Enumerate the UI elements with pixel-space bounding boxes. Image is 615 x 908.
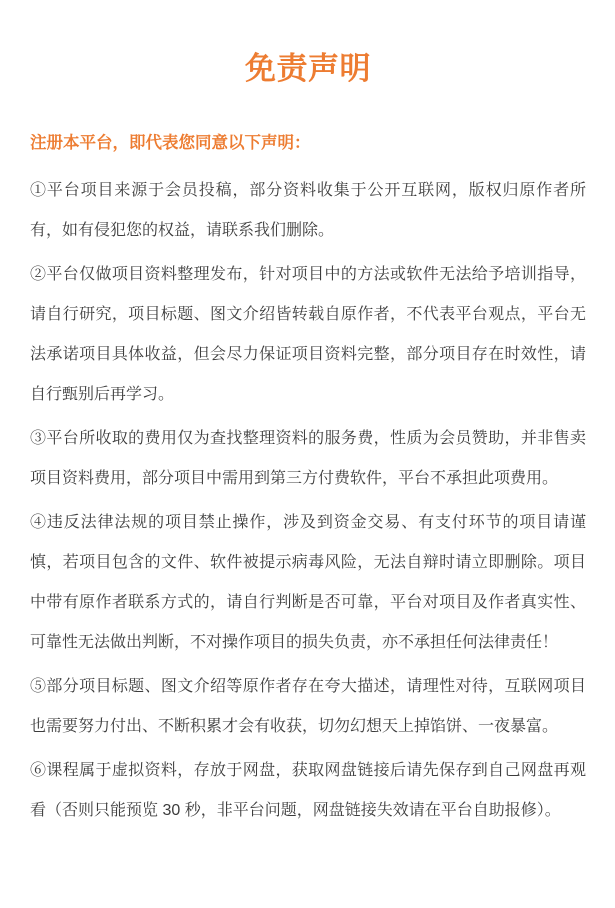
intro-statement: 注册本平台，即代表您同意以下声明： [30,134,311,152]
disclaimer-paragraph-6: ⑥课程属于虚拟资料，存放于网盘，获取网盘链接后请先保存到自己网盘再观看（否则只能预览 30 秒，非平台问题，网盘链接失效请在平台自助报修）。 [30,762,586,819]
disclaimer-paragraph-3: ③平台所收取的费用仅为查找整理资料的服务费，性质为会员赞助，并非售卖项目资料费用，部分项目中需用到第三方付费软件，平台不承担此项费用。 [30,430,586,487]
disclaimer-page [0,52,615,908]
disclaimer-paragraph-4: ④违反法律法规的项目禁止操作，涉及到资金交易、有支付环节的项目请谨慎，若项目包含的文件、软件被提示病毒风险，无法自辩时请立即删除。项目中带有原作者联系方式的，请自行判断是否可靠，平台对项目及作者真实性、可靠性无法做出判断，不对操作项目的损失负责，亦不承担任何法律责任！ [30,514,586,651]
disclaimer-body [30,171,586,831]
page-title: 免责声明 [245,51,371,86]
disclaimer-paragraph-2: ②平台仅做项目资料整理发布，针对项目中的方法或软件无法给予培训指导，请自行研究，项目标题、图文介绍皆转载自原作者，不代表平台观点，平台无法承诺项目具体收益，但会尽力保证项目资料完整，部分项目存在时效性，请自行甄别后再学习。 [30,266,586,403]
disclaimer-paragraph-1: ①平台项目来源于会员投稿，部分资料收集于公开互联网，版权归原作者所有，如有侵犯您的权益，请联系我们删除。 [30,182,586,239]
disclaimer-paragraph-5: ⑤部分项目标题、图文介绍等原作者存在夸大描述，请理性对待，互联网项目也需要努力付出、不断积累才会有收获，切勿幻想天上掉馅饼、一夜暴富。 [30,678,586,735]
